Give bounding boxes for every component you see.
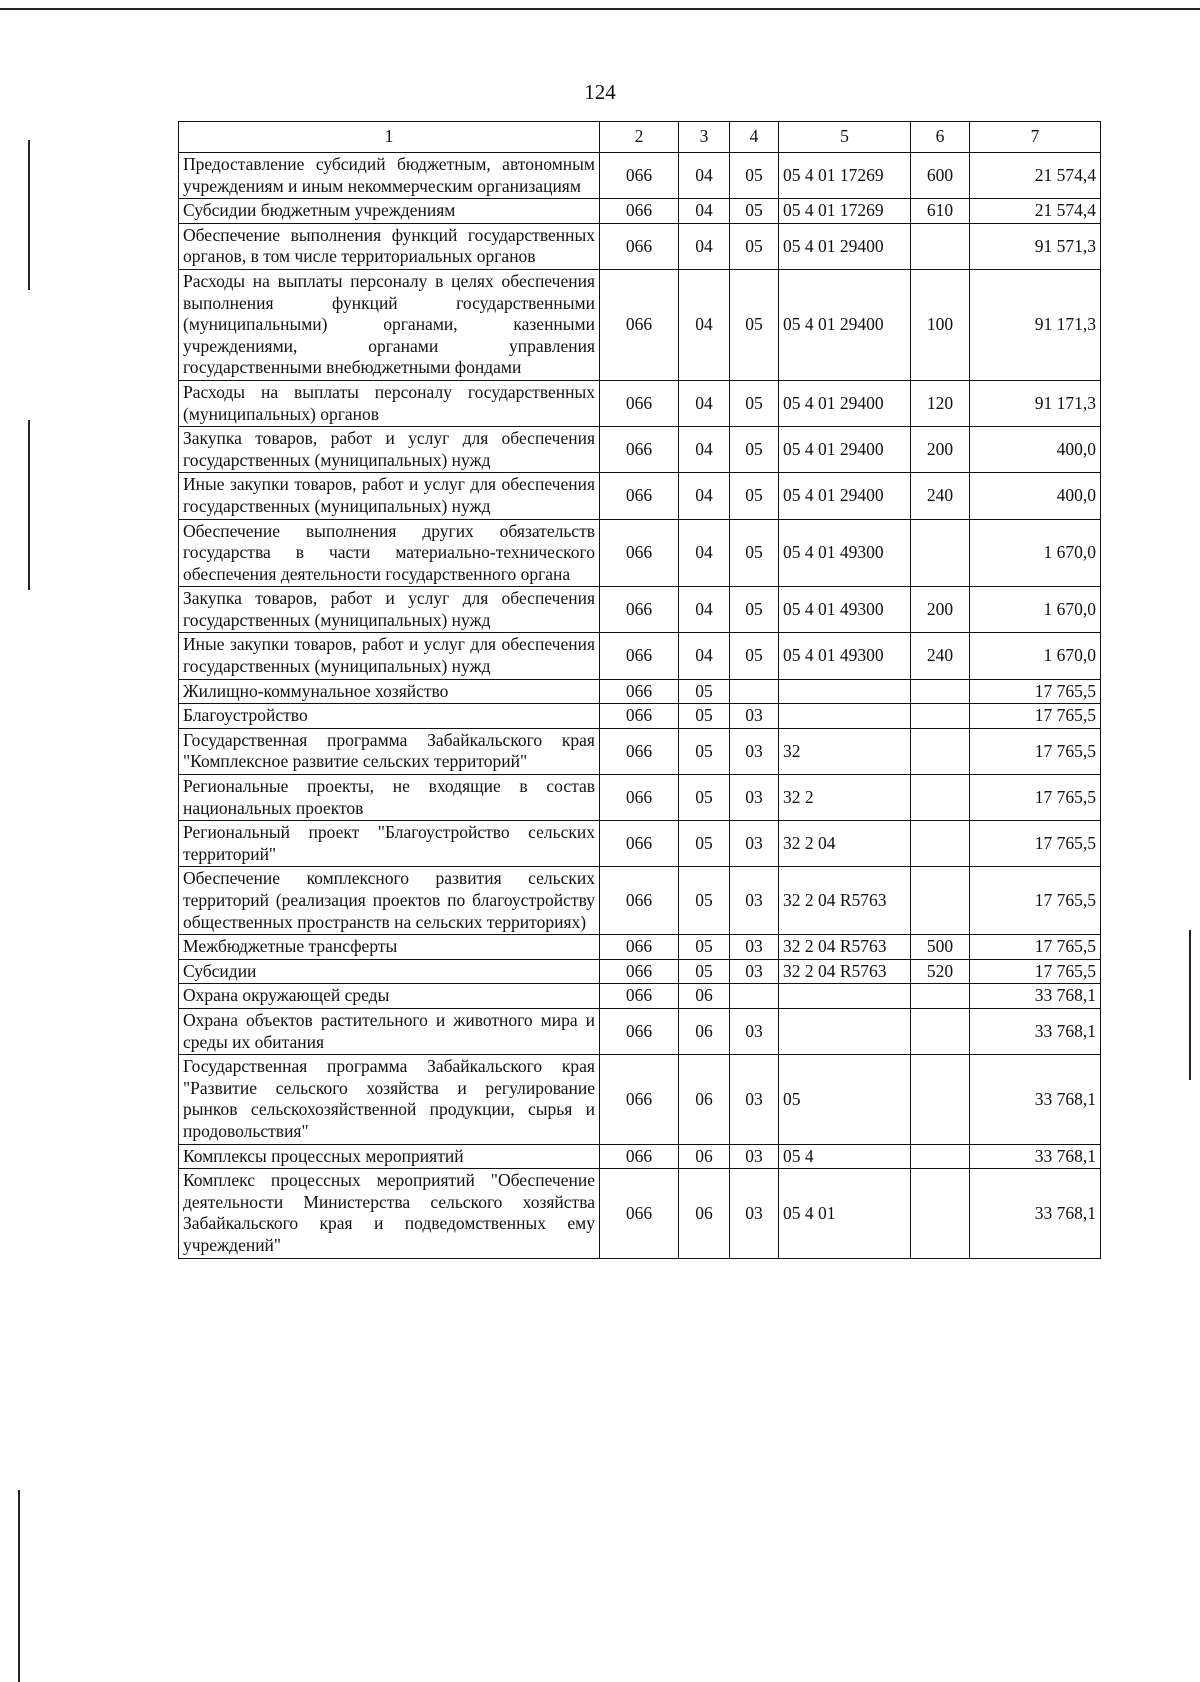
target-article-cell: 05 [779, 1055, 911, 1144]
table-row [179, 704, 1101, 729]
scan-edge-top [0, 8, 1200, 10]
target-article-cell: 05 4 01 49300 [779, 587, 911, 633]
amount-cell: 400,0 [970, 473, 1101, 519]
table-row [179, 959, 1101, 984]
ministry-code-cell: 066 [600, 679, 679, 704]
section-code-cell: 04 [679, 199, 730, 224]
section-code-cell: 05 [679, 728, 730, 774]
ministry-code-cell: 066 [600, 728, 679, 774]
subsection-code-cell: 03 [730, 775, 779, 821]
expense-name-cell: Жилищно-коммунальное хозяйство [179, 679, 600, 704]
scan-edge-left-upper [28, 140, 30, 290]
table-row [179, 775, 1101, 821]
ministry-code-cell: 066 [600, 1144, 679, 1169]
table-row [179, 1144, 1101, 1169]
target-article-cell: 05 4 01 [779, 1169, 911, 1258]
target-article-cell: 05 4 01 29400 [779, 473, 911, 519]
expense-name-cell: Закупка товаров, работ и услуг для обеспечения государственных (муниципальных) нужд [179, 587, 600, 633]
column-header: 6 [911, 122, 970, 153]
expense-name-cell: Расходы на выплаты персоналу государственных (муниципальных) органов [179, 380, 600, 426]
expense-name-cell: Государственная программа Забайкальского края "Комплексное развитие сельских территорий" [179, 728, 600, 774]
subsection-code-cell: 05 [730, 587, 779, 633]
target-article-cell: 32 [779, 728, 911, 774]
amount-cell: 17 765,5 [970, 775, 1101, 821]
subsection-code-cell [730, 679, 779, 704]
target-article-cell: 05 4 01 17269 [779, 199, 911, 224]
section-code-cell: 04 [679, 153, 730, 199]
expense-type-cell [911, 775, 970, 821]
ministry-code-cell: 066 [600, 633, 679, 679]
expense-name-cell: Субсидии бюджетным учреждениям [179, 199, 600, 224]
table-body [179, 153, 1101, 1259]
column-header: 3 [679, 122, 730, 153]
column-header: 5 [779, 122, 911, 153]
section-code-cell: 04 [679, 223, 730, 269]
section-code-cell: 05 [679, 704, 730, 729]
expense-name-cell: Государственная программа Забайкальского края "Развитие сельского хозяйства и регулирование рынков сельскохозяйственной продукции, сырья и продовольствия" [179, 1055, 600, 1144]
target-article-cell [779, 679, 911, 704]
subsection-code-cell: 03 [730, 1144, 779, 1169]
expense-name-cell: Охрана окружающей среды [179, 984, 600, 1009]
subsection-code-cell: 05 [730, 269, 779, 380]
ministry-code-cell: 066 [600, 380, 679, 426]
amount-cell: 17 765,5 [970, 728, 1101, 774]
expense-name-cell: Благоустройство [179, 704, 600, 729]
section-code-cell: 05 [679, 679, 730, 704]
target-article-cell: 05 4 01 29400 [779, 427, 911, 473]
ministry-code-cell: 066 [600, 867, 679, 935]
section-code-cell: 05 [679, 959, 730, 984]
amount-cell: 17 765,5 [970, 679, 1101, 704]
expense-type-cell: 240 [911, 633, 970, 679]
subsection-code-cell: 05 [730, 380, 779, 426]
target-article-cell: 05 4 01 17269 [779, 153, 911, 199]
amount-cell: 33 768,1 [970, 1144, 1101, 1169]
expense-type-cell [911, 867, 970, 935]
subsection-code-cell: 03 [730, 1169, 779, 1258]
ministry-code-cell: 066 [600, 519, 679, 587]
amount-cell: 17 765,5 [970, 959, 1101, 984]
table-row [179, 380, 1101, 426]
ministry-code-cell: 066 [600, 984, 679, 1009]
expense-type-cell [911, 1008, 970, 1054]
target-article-cell: 32 2 04 R5763 [779, 935, 911, 960]
table-header-row [179, 122, 1101, 153]
section-code-cell: 05 [679, 935, 730, 960]
ministry-code-cell: 066 [600, 427, 679, 473]
target-article-cell: 05 4 01 49300 [779, 519, 911, 587]
table-row [179, 587, 1101, 633]
target-article-cell: 05 4 01 49300 [779, 633, 911, 679]
section-code-cell: 04 [679, 519, 730, 587]
scan-edge-left-lower [18, 1490, 20, 1682]
column-header: 7 [970, 122, 1101, 153]
page-number: 124 [584, 80, 616, 104]
target-article-cell: 32 2 04 [779, 821, 911, 867]
expense-name-cell: Комплекс процессных мероприятий "Обеспечение деятельности Министерства сельского хозяйства Забайкальского края и подведомственных ему учреждений" [179, 1169, 600, 1258]
expense-type-cell [911, 519, 970, 587]
amount-cell: 17 765,5 [970, 867, 1101, 935]
table-row [179, 473, 1101, 519]
expense-type-cell [911, 1169, 970, 1258]
expense-type-cell [911, 1055, 970, 1144]
section-code-cell: 05 [679, 867, 730, 935]
expense-type-cell: 240 [911, 473, 970, 519]
expense-type-cell [911, 704, 970, 729]
ministry-code-cell: 066 [600, 587, 679, 633]
subsection-code-cell: 03 [730, 704, 779, 729]
expense-type-cell [911, 984, 970, 1009]
target-article-cell: 05 4 [779, 1144, 911, 1169]
ministry-code-cell: 066 [600, 199, 679, 224]
target-article-cell: 32 2 04 R5763 [779, 867, 911, 935]
target-article-cell [779, 1008, 911, 1054]
expense-name-cell: Иные закупки товаров, работ и услуг для обеспечения государственных (муниципальных) нужд [179, 633, 600, 679]
amount-cell: 21 574,4 [970, 153, 1101, 199]
section-code-cell: 04 [679, 633, 730, 679]
ministry-code-cell: 066 [600, 153, 679, 199]
subsection-code-cell: 05 [730, 519, 779, 587]
table-row [179, 427, 1101, 473]
amount-cell: 17 765,5 [970, 704, 1101, 729]
target-article-cell: 32 2 04 R5763 [779, 959, 911, 984]
scan-edge-left-mid [28, 420, 30, 590]
target-article-cell: 05 4 01 29400 [779, 269, 911, 380]
table-row [179, 1169, 1101, 1258]
subsection-code-cell: 05 [730, 427, 779, 473]
expense-name-cell: Иные закупки товаров, работ и услуг для обеспечения государственных (муниципальных) нужд [179, 473, 600, 519]
amount-cell: 1 670,0 [970, 633, 1101, 679]
expense-type-cell: 610 [911, 199, 970, 224]
expense-name-cell: Закупка товаров, работ и услуг для обеспечения государственных (муниципальных) нужд [179, 427, 600, 473]
amount-cell: 33 768,1 [970, 1008, 1101, 1054]
expense-type-cell [911, 223, 970, 269]
table-row [179, 223, 1101, 269]
table-row [179, 633, 1101, 679]
amount-cell: 400,0 [970, 427, 1101, 473]
section-code-cell: 04 [679, 380, 730, 426]
expense-type-cell [911, 679, 970, 704]
section-code-cell: 04 [679, 427, 730, 473]
table-row [179, 984, 1101, 1009]
column-header: 2 [600, 122, 679, 153]
expense-type-cell: 100 [911, 269, 970, 380]
ministry-code-cell: 066 [600, 473, 679, 519]
expense-type-cell: 200 [911, 587, 970, 633]
expense-type-cell: 600 [911, 153, 970, 199]
amount-cell: 91 171,3 [970, 269, 1101, 380]
subsection-code-cell: 03 [730, 821, 779, 867]
table-row [179, 935, 1101, 960]
subsection-code-cell: 03 [730, 1008, 779, 1054]
target-article-cell: 32 2 [779, 775, 911, 821]
expense-name-cell: Региональный проект "Благоустройство сельских территорий" [179, 821, 600, 867]
subsection-code-cell: 03 [730, 728, 779, 774]
expense-type-cell: 120 [911, 380, 970, 426]
budget-table [178, 121, 1101, 1259]
amount-cell: 33 768,1 [970, 1055, 1101, 1144]
table-row [179, 867, 1101, 935]
subsection-code-cell: 05 [730, 223, 779, 269]
subsection-code-cell: 03 [730, 867, 779, 935]
amount-cell: 17 765,5 [970, 821, 1101, 867]
expense-name-cell: Обеспечение выполнения других обязательств государства в части материально-технического обеспечения деятельности государственного органа [179, 519, 600, 587]
table-row [179, 1008, 1101, 1054]
subsection-code-cell: 03 [730, 1055, 779, 1144]
target-article-cell [779, 984, 911, 1009]
section-code-cell: 04 [679, 587, 730, 633]
expense-type-cell: 200 [911, 427, 970, 473]
section-code-cell: 06 [679, 1055, 730, 1144]
expense-name-cell: Обеспечение комплексного развития сельских территорий (реализация проектов по благоустройству общественных пространств на сельских территориях) [179, 867, 600, 935]
expense-name-cell: Региональные проекты, не входящие в состав национальных проектов [179, 775, 600, 821]
table-row [179, 728, 1101, 774]
expense-name-cell: Комплексы процессных мероприятий [179, 1144, 600, 1169]
subsection-code-cell: 05 [730, 633, 779, 679]
table-row [179, 1055, 1101, 1144]
table-row [179, 199, 1101, 224]
section-code-cell: 06 [679, 1169, 730, 1258]
ministry-code-cell: 066 [600, 1008, 679, 1054]
table-row [179, 153, 1101, 199]
table-row [179, 519, 1101, 587]
ministry-code-cell: 066 [600, 959, 679, 984]
target-article-cell: 05 4 01 29400 [779, 380, 911, 426]
expense-name-cell: Субсидии [179, 959, 600, 984]
expense-type-cell: 520 [911, 959, 970, 984]
subsection-code-cell [730, 984, 779, 1009]
section-code-cell: 06 [679, 1008, 730, 1054]
expense-type-cell: 500 [911, 935, 970, 960]
expense-name-cell: Предоставление субсидий бюджетным, автономным учреждениям и иным некоммерческим организациям [179, 153, 600, 199]
target-article-cell: 05 4 01 29400 [779, 223, 911, 269]
expense-name-cell: Расходы на выплаты персоналу в целях обеспечения выполнения функций государственными (муниципальными) органами, казенными учреждениями, органами управления государственными внебюджетными фондами [179, 269, 600, 380]
expense-name-cell: Обеспечение выполнения функций государственных органов, в том числе территориальных органов [179, 223, 600, 269]
amount-cell: 33 768,1 [970, 1169, 1101, 1258]
subsection-code-cell: 03 [730, 959, 779, 984]
expense-name-cell: Охрана объектов растительного и животного мира и среды их обитания [179, 1008, 600, 1054]
ministry-code-cell: 066 [600, 1055, 679, 1144]
amount-cell: 91 571,3 [970, 223, 1101, 269]
section-code-cell: 06 [679, 1144, 730, 1169]
subsection-code-cell: 05 [730, 199, 779, 224]
table-row [179, 679, 1101, 704]
amount-cell: 33 768,1 [970, 984, 1101, 1009]
section-code-cell: 04 [679, 473, 730, 519]
amount-cell: 91 171,3 [970, 380, 1101, 426]
section-code-cell: 05 [679, 821, 730, 867]
expense-type-cell [911, 1144, 970, 1169]
amount-cell: 17 765,5 [970, 935, 1101, 960]
column-header: 1 [179, 122, 600, 153]
amount-cell: 1 670,0 [970, 519, 1101, 587]
ministry-code-cell: 066 [600, 1169, 679, 1258]
table-row [179, 821, 1101, 867]
target-article-cell [779, 704, 911, 729]
expense-type-cell [911, 728, 970, 774]
expense-type-cell [911, 821, 970, 867]
section-code-cell: 04 [679, 269, 730, 380]
ministry-code-cell: 066 [600, 269, 679, 380]
amount-cell: 21 574,4 [970, 199, 1101, 224]
column-header: 4 [730, 122, 779, 153]
ministry-code-cell: 066 [600, 223, 679, 269]
subsection-code-cell: 03 [730, 935, 779, 960]
ministry-code-cell: 066 [600, 821, 679, 867]
ministry-code-cell: 066 [600, 704, 679, 729]
section-code-cell: 05 [679, 775, 730, 821]
amount-cell: 1 670,0 [970, 587, 1101, 633]
expense-name-cell: Межбюджетные трансферты [179, 935, 600, 960]
ministry-code-cell: 066 [600, 935, 679, 960]
ministry-code-cell: 066 [600, 775, 679, 821]
table-row [179, 269, 1101, 380]
scan-edge-right [1189, 930, 1191, 1080]
subsection-code-cell: 05 [730, 153, 779, 199]
section-code-cell: 06 [679, 984, 730, 1009]
subsection-code-cell: 05 [730, 473, 779, 519]
